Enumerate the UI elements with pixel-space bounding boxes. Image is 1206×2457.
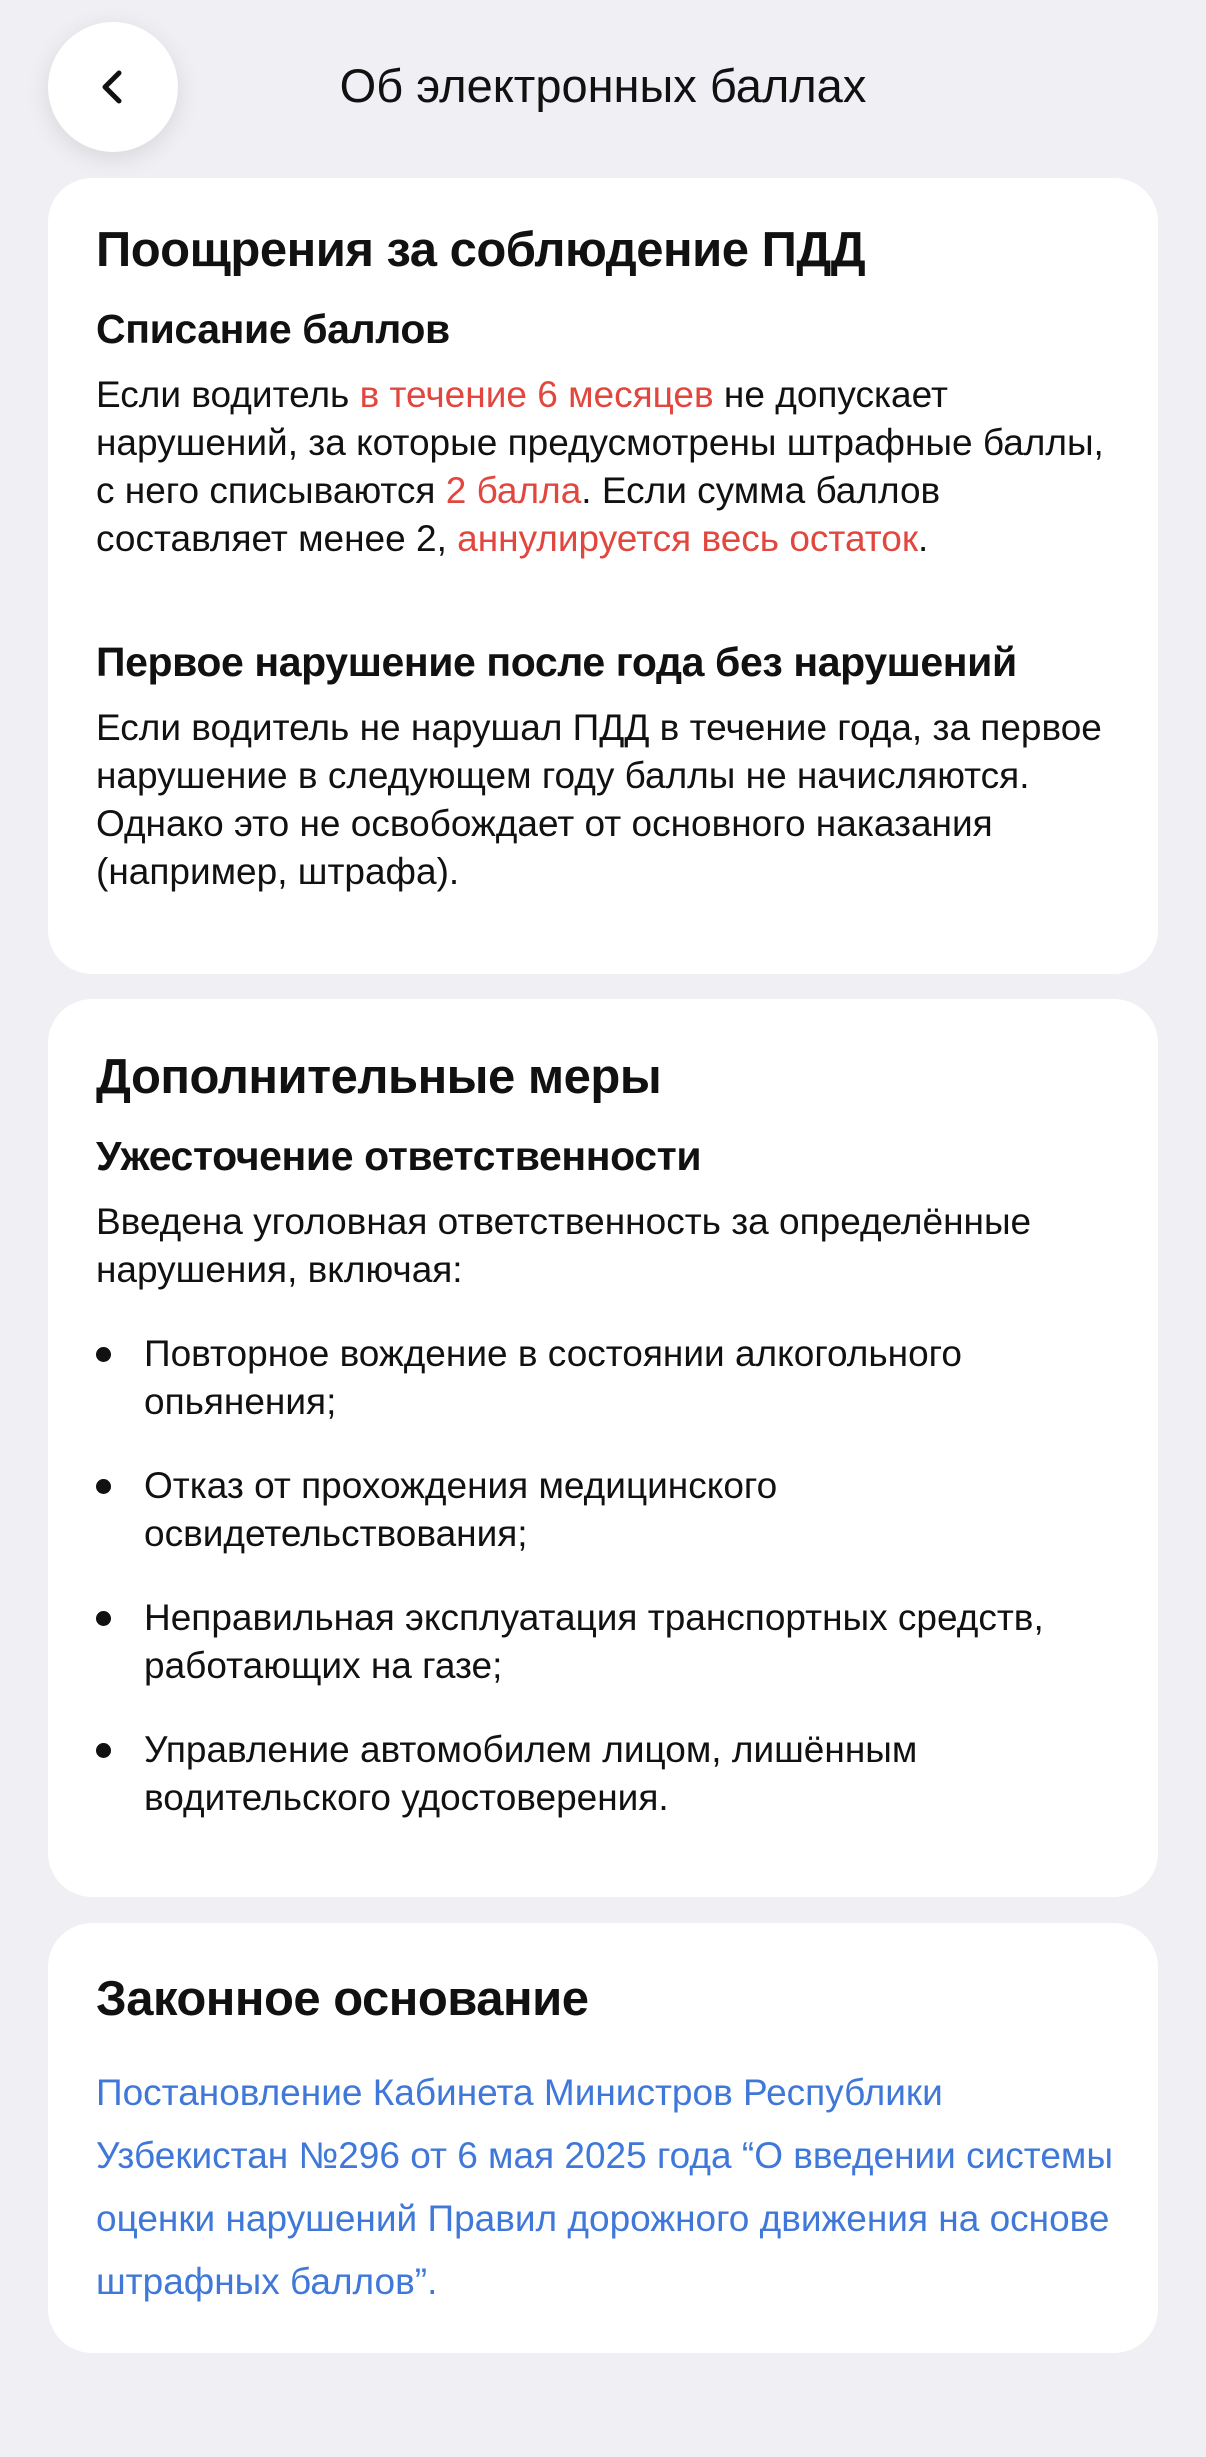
first-violation-text: Если водитель не нарушал ПДД в течение года, за первое нарушение в следующем году баллы не начисляются. Однако это не освобождает от основного наказания (например, штрафа). — [96, 707, 1102, 892]
list-item — [96, 1330, 1116, 1426]
measures-intro: Введена уголовная ответственность за определённые нарушения, включая: — [96, 1201, 1032, 1290]
list-item-text: Управление автомобилем лицом, лишённым водительского удостоверения. — [144, 1729, 918, 1818]
bullet-icon — [96, 1743, 111, 1758]
list-item-text: Повторное вождение в состоянии алкогольного опьянения; — [144, 1333, 962, 1422]
writeoff-text-part: не допускает нарушений, за которые предусмотрены штрафные баллы, с него списываются — [96, 374, 1104, 511]
measures-card — [48, 999, 1158, 1897]
measures-list — [96, 1330, 1116, 1858]
writeoff-text-part: . — [918, 518, 929, 559]
measures-title: Дополнительные меры — [96, 1050, 662, 1104]
rewards-card — [48, 178, 1158, 974]
first-violation-title: Первое нарушение после года без нарушений — [96, 639, 1017, 685]
highlight-period: в течение 6 месяцев — [359, 374, 714, 415]
writeoff-title: Списание баллов — [96, 306, 450, 352]
writeoff-text-part: . Если сумма баллов составляет менее 2, — [96, 470, 941, 559]
list-item — [96, 1462, 1116, 1558]
bullet-icon — [96, 1347, 111, 1362]
legal-basis-title: Законное основание — [96, 1972, 589, 2026]
page-title: Об электронных баллах — [339, 59, 867, 112]
legal-document-link[interactable]: Постановление Кабинета Министров Республики Узбекистан №296 от 6 мая 2025 года “О введении системы оценки нарушений Правил дорожного движения на основе штрафных баллов”. — [96, 2072, 1113, 2302]
writeoff-text-part: Если водитель — [96, 374, 360, 415]
list-item-text: Неправильная эксплуатация транспортных средств, работающих на газе; — [144, 1597, 1044, 1686]
measures-subtitle: Ужесточение ответственности — [96, 1133, 702, 1179]
highlight-annul: аннулируется весь остаток — [457, 518, 919, 559]
highlight-points: 2 балла — [445, 470, 582, 511]
header-bar — [0, 0, 1206, 175]
list-item — [96, 1726, 1116, 1822]
list-item — [96, 1594, 1116, 1690]
bullet-icon — [96, 1479, 111, 1494]
bullet-icon — [96, 1611, 111, 1626]
legal-basis-card — [48, 1923, 1158, 2353]
writeoff-text — [96, 371, 1116, 563]
rewards-title: Поощрения за соблюдение ПДД — [96, 223, 866, 277]
list-item-text: Отказ от прохождения медицинского освидетельствования; — [144, 1465, 778, 1554]
